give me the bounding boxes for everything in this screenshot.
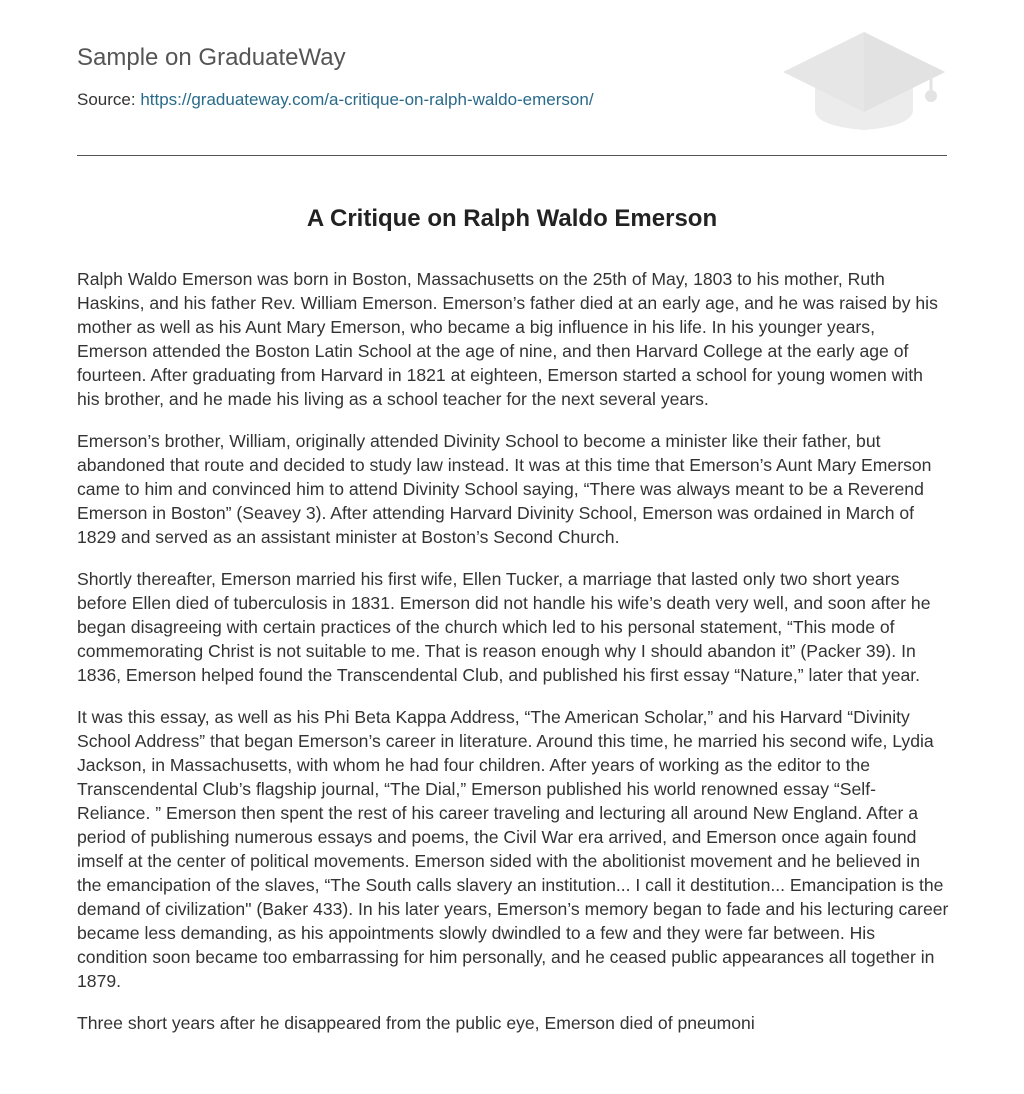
- paragraph: Three short years after he disappeared from the public eye, Emerson died of pneumoni: [77, 1013, 755, 1033]
- source-link[interactable]: https://graduateway.com/a-critique-on-ralph-waldo-emerson/: [140, 90, 594, 109]
- document-title: A Critique on Ralph Waldo Emerson: [306, 205, 718, 232]
- paragraph: Shortly thereafter, Emerson married his first wife, Ellen Tucker, a marriage that lasted only two short years before Ellen died of tuberculosis in 1831. Emerson did not handle his wife’s death very well, and soon after he began disagreeing with certain practices of the church which led to his personal statement, “This mode of commemorating Christ is not suitable to me. That is reason enough why I should abandon it” (Packer 39). In 1836, Emerson helped found the Transcendental Club, and published his first essay “Nature,” later that year.: [77, 569, 931, 685]
- header-divider: [77, 155, 947, 156]
- site-title: Sample on GraduateWay: [77, 44, 346, 71]
- paragraph: Emerson’s brother, William, originally attended Divinity School to become a minister like their father, but abandoned that route and decided to study law instead. It was at this time that Emerson’s Aunt Mary Emerson came to him and convinced him to attend Divinity School saying, “There was always meant to be a Reverend Emerson in Boston” (Seavey 3). After attending Harvard Divinity School, Emerson was ordained in March of 1829 and served as an assistant minister at Boston’s Second Church.: [77, 431, 932, 547]
- source-line: [77, 90, 594, 110]
- article-body: [77, 267, 949, 1053]
- source-label: Source:: [77, 90, 136, 109]
- paragraph: Ralph Waldo Emerson was born in Boston, Massachusetts on the 25th of May, 1803 to his mother, Ruth Haskins, and his father Rev. William Emerson. Emerson’s father died at an early age, and he was raised by his mother as well as his Aunt Mary Emerson, who became a big influence in his life. In his younger years, Emerson attended the Boston Latin School at the age of nine, and then Harvard College at the early age of fourteen. After graduating from Harvard in 1821 at eighteen, Emerson started a school for young women with his brother, and he made his living as a school teacher for the next several years.: [77, 269, 938, 409]
- graduation-cap-icon: [781, 28, 947, 134]
- paragraph: It was this essay, as well as his Phi Beta Kappa Address, “The American Scholar,” and his Harvard “Divinity School Address” that began Emerson’s career in literature. Around this time, he married his second wife, Lydia Jackson, in Massachusetts, with whom he had four children. After years of working as the editor to the Transcendental Club’s flagship journal, “The Dial,” Emerson published his world renowned essay “Self-Reliance. ” Emerson then spent the rest of his career traveling and lecturing all around New England. After a period of publishing numerous essays and poems, the Civil War era arrived, and Emerson once again found imself at the center of political movements. Emerson sided with the abolitionist movement and he believed in the emancipation of the slaves, “The South calls slavery an institution... I call it destitution... Emancipation is the demand of civilization" (Baker 433). In his later years, Emerson’s memory began to fade and his lecturing career became less demanding, as his appointments slowly dwindled to a few and they were far between. His condition soon became too embarrassing for him personally, and he ceased public appearances all together in 1879.: [77, 707, 949, 991]
